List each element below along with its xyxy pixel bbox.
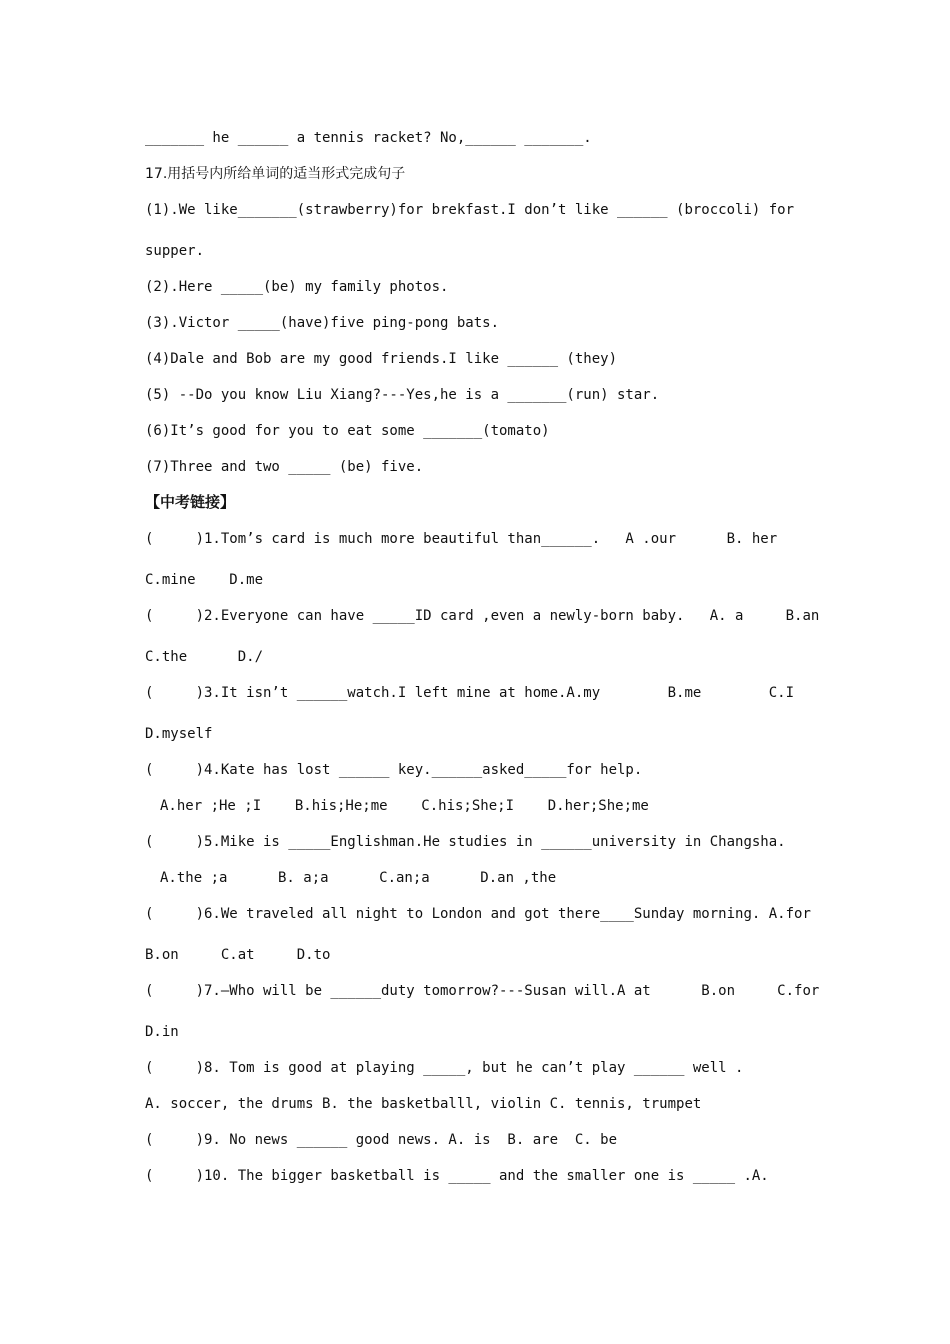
mc-question-9: ( )9. No news ______ good news. A. is B. are C. be xyxy=(145,1132,618,1148)
section-heading-exam-link: 【中考链接】 xyxy=(145,493,236,511)
mc-question-1-options: C.mine D.me xyxy=(145,572,264,588)
exercise-line-16-end: _______ he ______ a tennis racket? No,______ _______. xyxy=(145,130,592,146)
exercise-17-2: (2).Here _____(be) my family photos. xyxy=(145,279,449,295)
mc-question-2: ( )2.Everyone can have _____ID card ,even a newly-born baby. A. a B.an xyxy=(145,608,820,624)
mc-question-2-options: C.the D./ xyxy=(145,649,264,665)
mc-question-3-options: D.myself xyxy=(145,726,213,742)
mc-question-7: ( )7.—Who will be ______duty tomorrow?---Susan will.A at B.on C.for xyxy=(145,983,820,999)
exercise-17-7: (7)Three and two _____ (be) five. xyxy=(145,459,424,475)
mc-question-10: ( )10. The bigger basketball is _____ and the smaller one is _____ .A. xyxy=(145,1168,769,1184)
mc-question-1: ( )1.Tom’s card is much more beautiful than______. A .our B. her xyxy=(145,531,778,547)
mc-question-6: ( )6.We traveled all night to London and got there____Sunday morning. A.for xyxy=(145,906,811,922)
mc-question-6-options: B.on C.at D.to xyxy=(145,947,331,963)
exercise-17-6: (6)It’s good for you to eat some _______(tomato) xyxy=(145,423,550,439)
exercise-17-1: (1).We like_______(strawberry)for brekfast.I don’t like ______ (broccoli) for xyxy=(145,202,795,218)
exercise-17-5: (5) --Do you know Liu Xiang?---Yes,he is a _______(run) star. xyxy=(145,387,660,403)
exercise-17-4: (4)Dale and Bob are my good friends.I like ______ (they) xyxy=(145,351,618,367)
exercise-17-3: (3).Victor _____(have)five ping-pong bats. xyxy=(145,315,500,331)
mc-question-8: ( )8. Tom is good at playing _____, but he can’t play ______ well . xyxy=(145,1060,744,1076)
mc-question-5-options: A.the ;a B. a;a C.an;a D.an ,the xyxy=(160,870,557,886)
mc-question-8-options: A. soccer, the drums B. the basketballl, violin C. tennis, trumpet xyxy=(145,1096,702,1112)
mc-question-5: ( )5.Mike is _____Englishman.He studies in ______university in Changsha. xyxy=(145,834,786,850)
mc-question-7-options: D.in xyxy=(145,1024,179,1040)
section-17-instruction: 17.用括号内所给单词的适当形式完成句子 xyxy=(145,166,406,182)
mc-question-4: ( )4.Kate has lost ______ key.______asked_____for help. xyxy=(145,762,643,778)
mc-question-3: ( )3.It isn’t ______watch.I left mine at home.A.my B.me C.I xyxy=(145,685,795,701)
mc-question-4-options: A.her ;He ;I B.his;He;me C.his;She;I D.her;She;me xyxy=(160,798,649,814)
exercise-17-1-cont: supper. xyxy=(145,243,205,259)
